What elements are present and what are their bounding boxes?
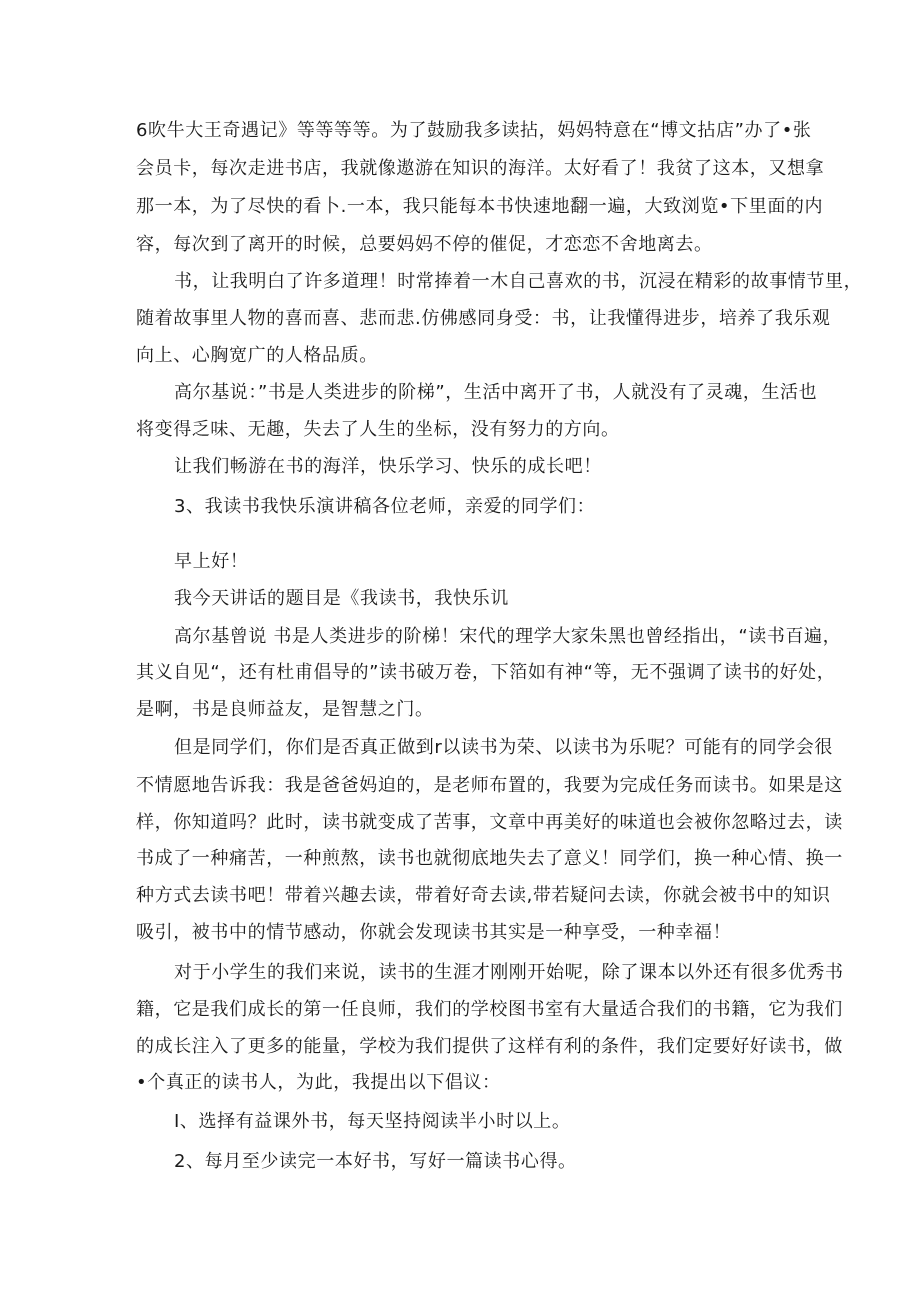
text-line: 会员卡，每次走进书店，我就像遨游在知识的海洋。太好看了！我贫了这本，又想拿	[136, 158, 825, 179]
text-line: 随着故事里人物的喜而喜、悲而悲.仿佛感同身受：书，让我懂得进步，培养了我乐观	[136, 308, 831, 329]
proposal-item: I、选择有益课外书，每天坚持阅读半小时以上。	[174, 1111, 571, 1132]
text-line: 书成了一种痛苦，一种煎熬，读书也就彻底地失去了意义！同学们，换一种心情、换一	[136, 848, 843, 869]
text-line: 其义自见“，还有杜甫倡导的”读书破万卷，下箔如有神“等，无不强调了读书的好处，	[136, 662, 836, 683]
text-line: 将变得乏味、无趣，失去了人生的坐标，没有努力的方向。	[136, 419, 620, 440]
greeting-line: 早上好！	[174, 551, 249, 572]
text-line: 容，每次到了离开的时候，总要妈妈不停的催促，才恋恋不舍地离去。	[136, 234, 713, 255]
text-line: 是啊，书是良师益友，是智慧之门。	[136, 699, 434, 720]
text-line: 的成长注入了更多的能量，学校为我们提供了这样有利的条件，我们定要好好读书，做	[136, 1036, 843, 1057]
text-line: 种方式去读书吧！带着兴趣去读，带着好奇去读,带若疑问去读，你就会被书中的知识	[136, 885, 831, 906]
text-line: 让我们畅游在书的海洋，快乐学习、快乐的成长吧！	[174, 456, 602, 477]
text-line: 籍，它是我们成长的第一任良师，我们的学校图书室有大量适合我们的书籍，它为我们	[136, 999, 843, 1020]
section-heading: 3、我读书我快乐演讲稿各位老师，亲爱的同学们：	[174, 496, 596, 517]
proposal-item: 2、每月至少读完一本好书，写好一篇读书心得。	[174, 1151, 577, 1172]
speech-title-line: 我今天讲话的题目是《我读书，我快乐讥	[174, 588, 509, 609]
text-line: 书，让我明白了许多道理！时常捧着一木自己喜欢的书，沉浸在精彩的故事情节里，	[174, 271, 863, 292]
text-line: 向上、心胸宽广的人格品质。	[136, 345, 378, 366]
text-line: 高尔基说：”书是人类进步的阶梯”，生活中离开了书，人就没有了灵魂，生活也	[174, 382, 818, 403]
text-line: 但是同学们，你们是否真正做到r以读书为荣、以读书为乐呢？可能有的同学会很	[174, 737, 833, 758]
text-line: 那一本，为了尽快的看卜.一本，我只能每本书快速地翻一遍，大致浏览•下里面的内	[136, 196, 824, 217]
text-line: 高尔基曾说 书是人类进步的阶梯！宋代的理学大家朱黑也曾经指出，“读书百遍，	[174, 626, 842, 647]
text-line: 6吹牛大王奇遇记》等等等等。为了鼓励我多读拈，妈妈特意在“博文拈店”办了•张	[136, 120, 812, 141]
text-line: 对于小学生的我们来说，读书的生涯才刚刚开始呢，除了课本以外还有很多优秀书	[174, 962, 844, 983]
text-line: 吸引，被书中的情节感动，你就会发现读书其实是一种享受，一种幸福！	[136, 922, 732, 943]
text-line: •个真正的读书人，为此，我提出以下倡议：	[136, 1072, 501, 1093]
text-line: 样，你知道吗？此时，读书就变成了苦事，文章中再美好的味道也会被你忽略过去，读	[136, 812, 843, 833]
text-line: 不情愿地告诉我：我是爸爸妈迫的，是老师布置的，我要为完成任务而读书。如果是这	[136, 775, 843, 796]
